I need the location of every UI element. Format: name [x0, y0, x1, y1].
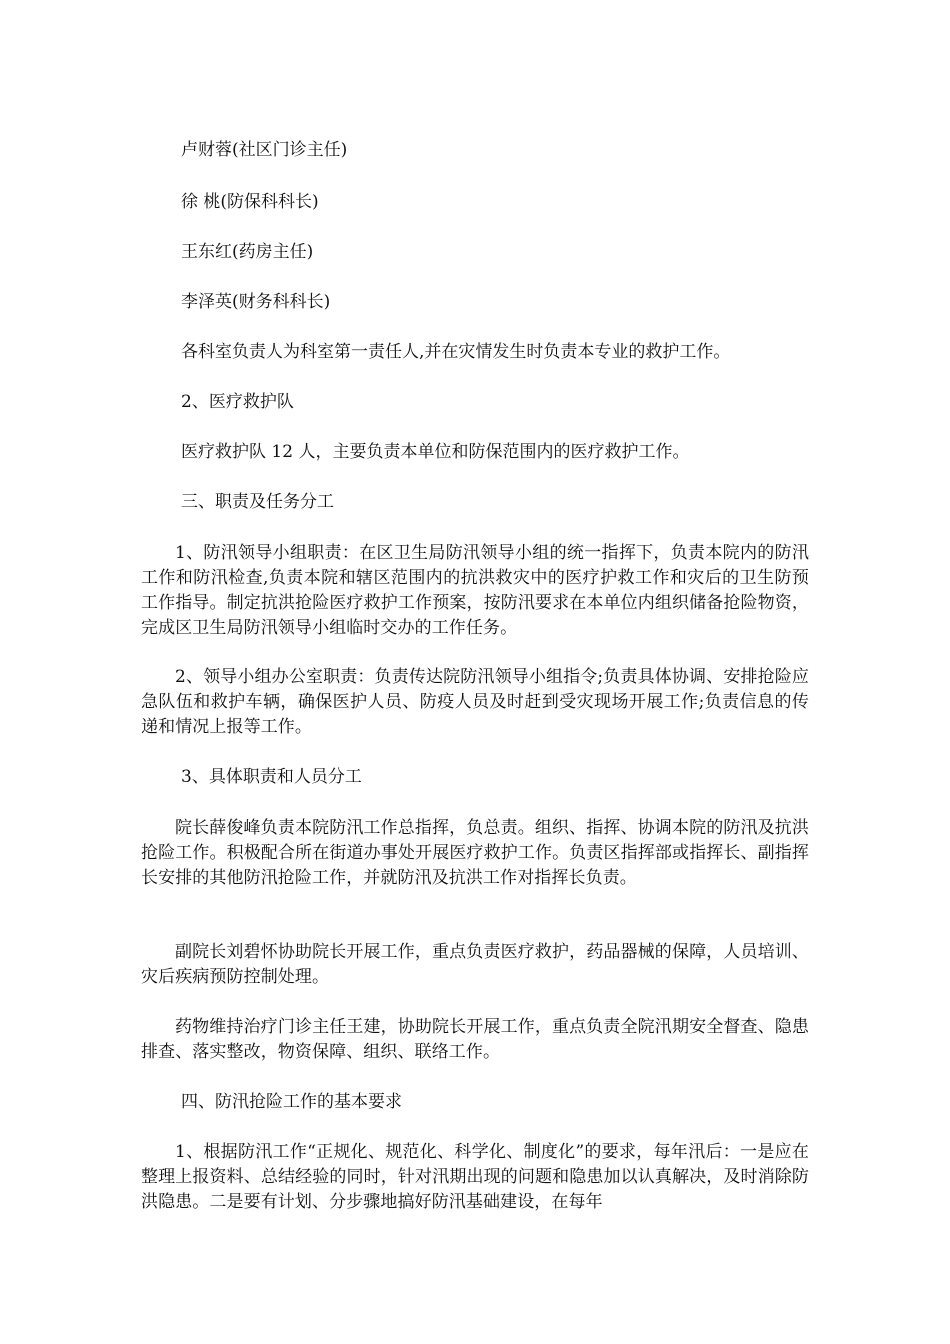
paragraph-office-duties: 2、领导小组办公室职责：负责传达院防汛领导小组指令;负责具体协调、安排抢险应急队伍和救护车辆，确保医护人员、防疫人员及时赶到受灾现场开展工作;负责信息的传递和情况上报等工作。	[141, 667, 809, 737]
rescue-team-description: 医疗救护队 12 人，主要负责本单位和防保范围内的医疗救护工作。	[181, 442, 690, 462]
paragraph-requirements-1: 1、根据防汛工作“正规化、规范化、科学化、制度化”的要求，每年汛后：一是应在整理上报资料、总结经验的同时，针对汛期出现的问题和隐患加以认真解决，及时消除防洪隐患。二是要有计划、分步骤地搞好防汛基础建设，在每年	[141, 1142, 809, 1212]
paragraph-deputy-duties: 副院长刘碧怀协助院长开展工作，重点负责医疗救护，药品器械的保障，人员培训、灾后疾病预防控制处理。	[141, 942, 809, 987]
staff-line-lu: 卢财蓉(社区门诊主任)	[181, 140, 348, 160]
paragraph-director-duties: 院长薛俊峰负责本院防汛工作总指挥，负总责。组织、指挥、协调本院的防汛及抗洪抢险工作。积极配合所在街道办事处开展医疗救护工作。负责区指挥部或指挥长、副指挥长安排的其他防汛抢险工作，并就防汛及抗洪工作对指挥长负责。	[141, 818, 809, 888]
paragraph-leadership-duties: 1、防汛领导小组职责：在区卫生局防汛领导小组的统一指挥下，负责本院内的防汛工作和防汛检查,负责本院和辖区范围内的抗洪救灾中的医疗护救工作和灾后的卫生防预工作指导。制定抗洪抢险医疗救护工作预案，按防汛要求在本单位内组织储备抢险物资，完成区卫生局防汛领导小组临时交办的工作任务。	[141, 543, 809, 638]
section-heading-basic-requirements: 四、防汛抢险工作的基本要求	[181, 1092, 402, 1112]
section-heading-duties: 三、职责及任务分工	[181, 492, 334, 512]
section-heading-rescue-team: 2、医疗救护队	[181, 392, 294, 412]
staff-line-li: 李泽英(财务科科长)	[181, 292, 331, 312]
paragraph-clinic-director-duties: 药物维持治疗门诊主任王建，协助院长开展工作，重点负责全院汛期安全督查、隐患排查、落实整改，物资保障、组织、联络工作。	[141, 1017, 809, 1062]
section-heading-specific-duties: 3、具体职责和人员分工	[181, 767, 362, 787]
responsibility-note: 各科室负责人为科室第一责任人,并在灾情发生时负责本专业的救护工作。	[181, 342, 731, 362]
staff-line-wang: 王东红(药房主任)	[181, 242, 314, 262]
staff-line-xu: 徐 桃(防保科科长)	[181, 192, 319, 212]
